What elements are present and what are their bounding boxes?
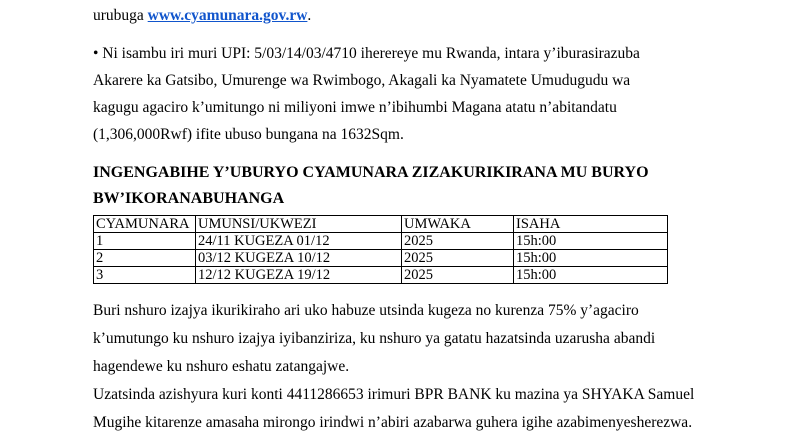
cell-date-range: 24/11 KUGEZA 01/12 (196, 233, 402, 250)
header-umwaka: UMWAKA (402, 216, 514, 233)
schedule-heading-line-2: BW’IKORANABUHANGA (93, 190, 285, 207)
bidding-rules-line-3: hagendewe ku nshuro eshatu zatangajwe. (93, 358, 350, 375)
cell-year: 2025 (402, 267, 514, 284)
property-description-line-3: kagugu agaciro k’umitungo ni miliyoni imwe n’ibihumbi Magana atatu n’abitandatu (93, 99, 617, 116)
cell-time: 15h:00 (514, 267, 668, 284)
header-umunsi: UMUNSI/UKWEZI (196, 216, 402, 233)
cell-auction-number: 1 (94, 233, 196, 250)
cell-auction-number: 3 (94, 267, 196, 284)
intro-suffix: . (307, 7, 312, 24)
intro-line (93, 6, 311, 26)
property-description-line-4: (1,306,000Rwf) ifite ubuso bungana na 1632Sqm. (93, 126, 404, 143)
schedule-heading-line-1: INGENGABIHE Y’UBURYO CYAMUNARA ZIZAKURIKIRANA MU BURYO (93, 164, 649, 181)
property-description-line-1: • Ni isambu iri muri UPI: 5/03/14/03/4710 iherereye mu Rwanda, intara y’iburasirazuba (93, 45, 640, 62)
header-isaha: ISAHA (514, 216, 668, 233)
cell-date-range: 03/12 KUGEZA 10/12 (196, 250, 402, 267)
property-description-line-2: Akarere ka Gatsibo, Umurenge wa Rwimbogo, Akagali ka Nyamatete Umudugudu wa (93, 72, 631, 89)
cell-auction-number: 2 (94, 250, 196, 267)
bidding-rules-line-2: k’umutungo ku nshuro izajya iyibanziriza, ku nshuro ya gatatu hazatsinda uzarusha abandi (93, 330, 656, 347)
cell-year: 2025 (402, 233, 514, 250)
table-row (94, 267, 668, 284)
payment-info-line-2: Mugihe kitarenze amasaha mirongo irindwi n’abiri azabarwa guhera igihe azabimenyesherezwa. (93, 414, 693, 431)
cell-year: 2025 (402, 250, 514, 267)
intro-prefix: urubuga (93, 7, 144, 24)
cell-date-range: 12/12 KUGEZA 19/12 (196, 267, 402, 284)
payment-info-line-1: Uzatsinda azishyura kuri konti 4411286653 irimuri BPR BANK ku mazina ya SHYAKA Samuel (93, 386, 695, 403)
header-cyamunara: CYAMUNARA (94, 216, 196, 233)
table-row (94, 233, 668, 250)
cyamunara-website-link[interactable]: www.cyamunara.gov.rw (147, 7, 308, 24)
cell-time: 15h:00 (514, 233, 668, 250)
table-header-row (94, 216, 668, 233)
cell-time: 15h:00 (514, 250, 668, 267)
bidding-rules-line-1: Buri nshuro izajya ikurikiraho ari uko habuze utsinda kugeza no kurenza 75% y’agaciro (93, 302, 639, 319)
table-row (94, 250, 668, 267)
auction-schedule-table (93, 215, 668, 284)
